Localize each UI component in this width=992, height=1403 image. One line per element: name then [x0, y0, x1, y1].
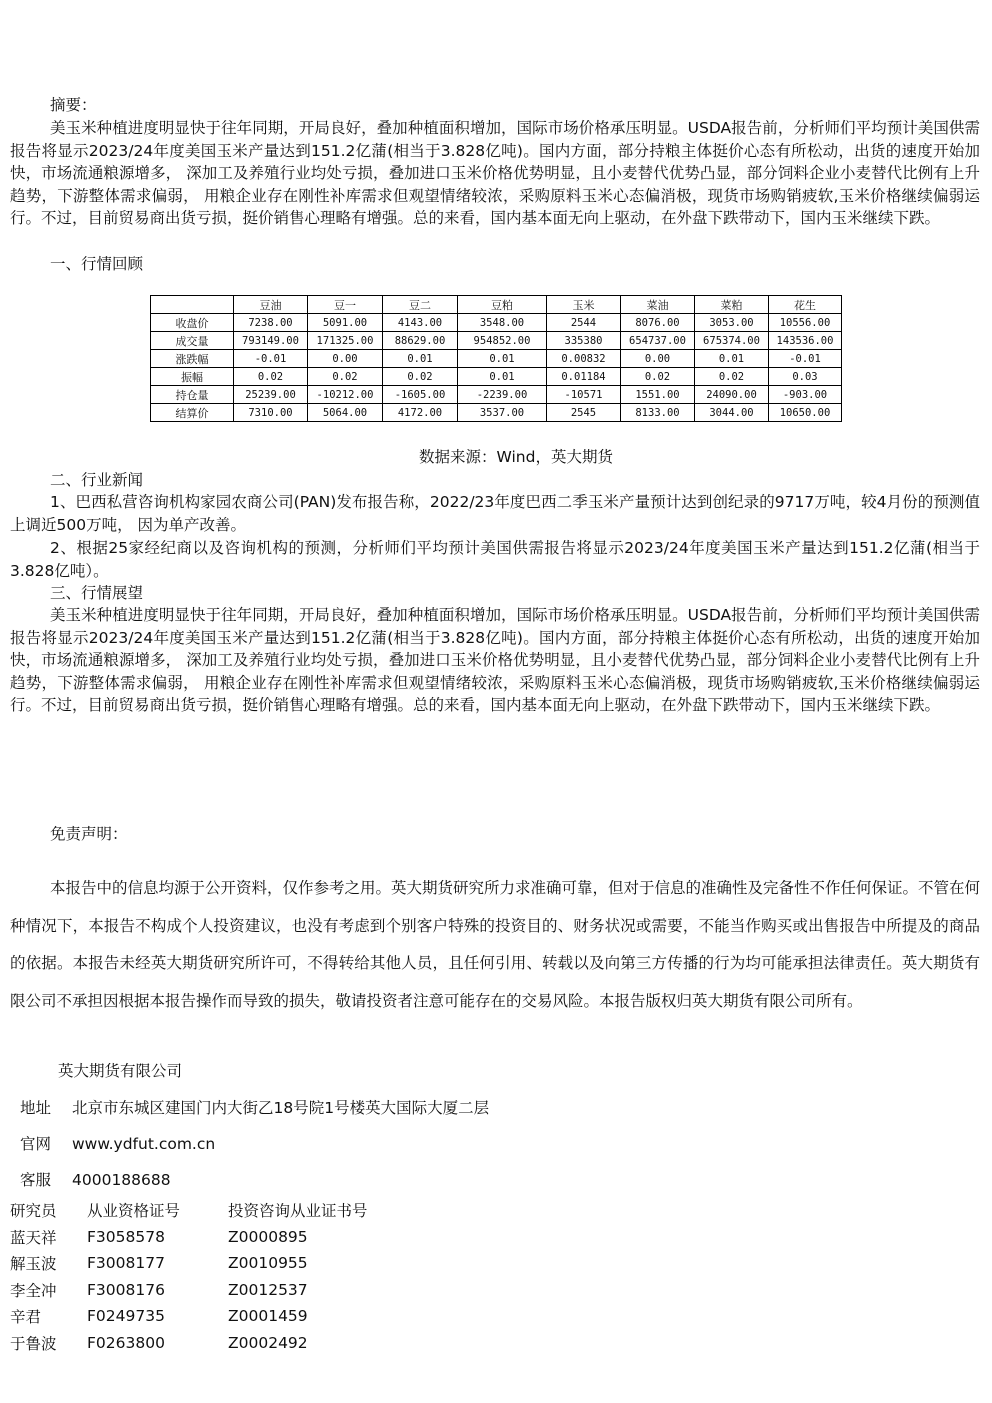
summary-title: 摘要： — [50, 96, 97, 114]
researcher-row — [10, 1277, 428, 1304]
table-cell: -0.01 — [769, 350, 842, 368]
consulting-license-number: Z0000895 — [228, 1227, 308, 1246]
table-cell: 8076.00 — [621, 314, 695, 332]
table-cell: 0.01 — [458, 350, 547, 368]
table-row — [151, 314, 842, 332]
disclaimer-title: 免责声明： — [50, 825, 128, 843]
consulting-license-number: Z0001459 — [228, 1307, 308, 1326]
researcher-name: 辛君 — [10, 1308, 42, 1327]
researcher-name: 蓝天祥 — [10, 1228, 57, 1247]
disclaimer-body: 本报告中的信息均源于公开资料，仅作参考之用。英大期货研究所力求准确可靠，但对于信息的准确性及完备性不作任何保证。不管在何种情况下，本报告不构成个人投资建议，也没有考虑到个别客户特殊的投资目的、财务状况或需要，不能当作购买或出售报告中所提及的商品的依据。本报告未经英大期货研究所许可，不得转给其他人员，且任何引用、转载以及向第三方传播的行为均可能承担法律责任。英大期货有限公司不承担因根据本报告操作而导致的损失，敬请投资者注意可能存在的交易风险。本报告版权归英大期货有限公司所有。 — [10, 879, 981, 1010]
consulting-license-number: Z0010955 — [228, 1254, 308, 1273]
table-cell: 5064.00 — [308, 404, 383, 422]
table-header-cell: 菜油 — [621, 296, 695, 314]
table-cell: -1605.00 — [383, 386, 458, 404]
market-quotes-table — [150, 295, 842, 422]
market-review-title: 一、行情回顾 — [50, 255, 144, 273]
table-row — [151, 386, 842, 404]
news-title: 二、行业新闻 — [50, 471, 144, 489]
table-cell: 2545 — [547, 404, 621, 422]
table-cell: 25239.00 — [234, 386, 308, 404]
qualification-number: F0249735 — [87, 1307, 165, 1326]
table-header-cell: 豆粕 — [458, 296, 547, 314]
consulting-license-header: 投资咨询从业证书号 — [228, 1202, 368, 1221]
table-cell: 3053.00 — [695, 314, 769, 332]
researcher-name: 解玉波 — [10, 1255, 57, 1274]
table-header-cell: 豆二 — [383, 296, 458, 314]
table-cell: 4172.00 — [383, 404, 458, 422]
table-cell: 654737.00 — [621, 332, 695, 350]
table-header-cell: 豆油 — [234, 296, 308, 314]
table-cell: 2544 — [547, 314, 621, 332]
researcher-name: 于鲁波 — [10, 1334, 57, 1353]
researcher-row — [10, 1224, 428, 1251]
table-row-label: 涨跌幅 — [151, 350, 234, 368]
table-cell: 143536.00 — [769, 332, 842, 350]
table-cell: 7310.00 — [234, 404, 308, 422]
table-cell: 0.02 — [234, 368, 308, 386]
researcher-row — [10, 1303, 428, 1330]
table-row-label: 结算价 — [151, 404, 234, 422]
researcher-row — [10, 1250, 428, 1277]
company-website: www.ydfut.com.cn — [72, 1135, 216, 1153]
researcher-header-row — [10, 1197, 428, 1224]
table-cell: 0.02 — [621, 368, 695, 386]
qualification-number: F3058578 — [87, 1227, 165, 1246]
table-header-cell: 豆一 — [308, 296, 383, 314]
table-cell: 3537.00 — [458, 404, 547, 422]
researcher-name: 李全冲 — [10, 1281, 57, 1300]
news-item: 1、巴西私营咨询机构家园农商公司(PAN)发布报告称，2022/23年度巴西二季玉米产量预计达到创纪录的9717万吨，较4月份的预测值上调近500万吨， 因为单产改善。 — [10, 493, 980, 534]
news-item: 2、根据25家经纪商以及咨询机构的预测，分析师们平均预计美国供需报告将显示2023/24年度美国玉米产量达到151.2亿蒲(相当于3.828亿吨）。 — [10, 539, 980, 580]
table-cell: 10556.00 — [769, 314, 842, 332]
table-cell: 954852.00 — [458, 332, 547, 350]
table-cell: -2239.00 — [458, 386, 547, 404]
summary-body: 美玉米种植进度明显快于往年同期，开局良好，叠加种植面积增加，国际市场价格承压明显。USDA报告前，分析师们平均预计美国供需报告将显示2023/24年度美国玉米产量达到151.2亿蒲(相当于3.828亿吨)。国内方面，部分持粮主体挺价心态有所松动，出货的速度开始加快，市场流通粮源增多， 深加工及养殖行业均处亏损，叠加进口玉米价格优势明显，且小麦替代优势凸显，部分饲料企业小麦替代比例有上升趋势，下游整体需求偏弱， 用粮企业存在刚性补库需求但观望情绪较浓，采购原料玉米心态偏消极，现货市场购销疲软,玉米价格继续偏弱运行。不过，目前贸易商出货亏损，挺价销售心理略有增强。总的来看，国内基本面无向上驱动，在外盘下跌带动下，国内玉米继续下跌。 — [10, 119, 980, 227]
researcher-row — [10, 1330, 428, 1357]
service-phone: 4000188688 — [72, 1171, 171, 1189]
table-cell: 793149.00 — [234, 332, 308, 350]
table-cell: -10571 — [547, 386, 621, 404]
table-cell: 5091.00 — [308, 314, 383, 332]
qualification-number: F0263800 — [87, 1333, 165, 1352]
table-cell: 0.02 — [695, 368, 769, 386]
table-row-label: 成交量 — [151, 332, 234, 350]
table-cell: 675374.00 — [695, 332, 769, 350]
table-header-cell: 玉米 — [547, 296, 621, 314]
table-row-label: 振幅 — [151, 368, 234, 386]
table-cell: -903.00 — [769, 386, 842, 404]
table-cell: 0.01184 — [547, 368, 621, 386]
table-cell: 0.01 — [695, 350, 769, 368]
table-cell: -0.01 — [234, 350, 308, 368]
researcher-header: 研究员 — [10, 1202, 57, 1221]
data-source-note: 数据来源：Wind，英大期货 — [419, 448, 613, 466]
researcher-list — [10, 1197, 428, 1356]
table-header-cell: 花生 — [769, 296, 842, 314]
table-cell: 0.01 — [458, 368, 547, 386]
table-row — [151, 404, 842, 422]
table-cell: 0.02 — [308, 368, 383, 386]
table-cell: 0.01 — [383, 350, 458, 368]
table-cell: 24090.00 — [695, 386, 769, 404]
table-cell: 0.00 — [621, 350, 695, 368]
table-header-row — [151, 296, 842, 314]
company-address: 北京市东城区建国门内大街乙18号院1号楼英大国际大厦二层 — [72, 1099, 490, 1117]
table-header-cell: 菜粕 — [695, 296, 769, 314]
qualification-header: 从业资格证号 — [87, 1202, 181, 1221]
qualification-number: F3008177 — [87, 1254, 165, 1273]
table-header-cell — [151, 296, 234, 314]
table-cell: 3548.00 — [458, 314, 547, 332]
table-cell: 171325.00 — [308, 332, 383, 350]
table-cell: 8133.00 — [621, 404, 695, 422]
table-cell: 335380 — [547, 332, 621, 350]
table-cell: 3044.00 — [695, 404, 769, 422]
table-cell: 4143.00 — [383, 314, 458, 332]
consulting-license-number: Z0002492 — [228, 1333, 308, 1352]
table-cell: 1551.00 — [621, 386, 695, 404]
address-label: 地址 — [20, 1099, 52, 1117]
qualification-number: F3008176 — [87, 1280, 165, 1299]
consulting-license-number: Z0012537 — [228, 1280, 308, 1299]
table-row-label: 收盘价 — [151, 314, 234, 332]
table-cell: 7238.00 — [234, 314, 308, 332]
table-cell: 0.03 — [769, 368, 842, 386]
table-row-label: 持仓量 — [151, 386, 234, 404]
service-label: 客服 — [20, 1171, 52, 1189]
table-row — [151, 368, 842, 386]
table-cell: 10650.00 — [769, 404, 842, 422]
table-cell: 0.00 — [308, 350, 383, 368]
table-cell: 0.02 — [383, 368, 458, 386]
table-cell: -10212.00 — [308, 386, 383, 404]
table-row — [151, 350, 842, 368]
outlook-body: 美玉米种植进度明显快于往年同期，开局良好，叠加种植面积增加，国际市场价格承压明显。USDA报告前，分析师们平均预计美国供需报告将显示2023/24年度美国玉米产量达到151.2亿蒲(相当于3.828亿吨)。国内方面，部分持粮主体挺价心态有所松动，出货的速度开始加快，市场流通粮源增多， 深加工及养殖行业均处亏损，叠加进口玉米价格优势明显，且小麦替代优势凸显，部分饲料企业小麦替代比例有上升趋势，下游整体需求偏弱， 用粮企业存在刚性补库需求但观望情绪较浓，采购原料玉米心态偏消极，现货市场购销疲软,玉米价格继续偏弱运行。不过，目前贸易商出货亏损，挺价销售心理略有增强。总的来看，国内基本面无向上驱动，在外盘下跌带动下，国内玉米继续下跌。 — [10, 606, 980, 714]
company-name: 英大期货有限公司 — [58, 1062, 183, 1080]
website-label: 官网 — [20, 1135, 52, 1153]
table-row — [151, 332, 842, 350]
table-cell: 0.00832 — [547, 350, 621, 368]
outlook-title: 三、行情展望 — [50, 584, 144, 602]
table-cell: 88629.00 — [383, 332, 458, 350]
